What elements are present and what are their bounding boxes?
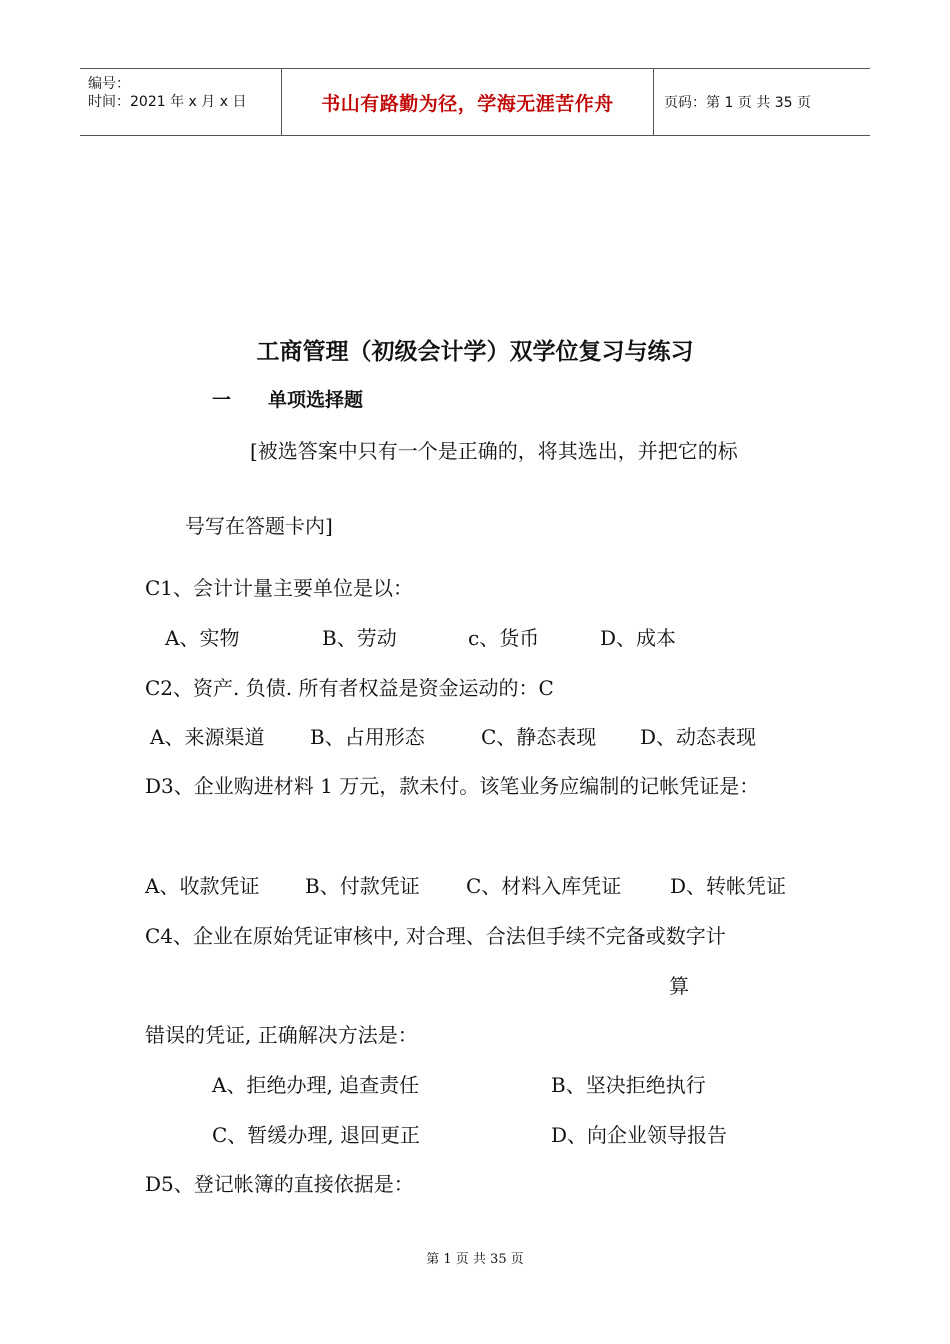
q3-option-b: B、付款凭证 (305, 874, 420, 898)
q3-option-c: C、材料入库凭证 (466, 874, 622, 898)
q2-option-d: D、动态表现 (640, 725, 757, 749)
header-motto: 书山有路勤为径，学海无涯苦作舟 (321, 92, 614, 115)
header-page-cell (654, 69, 870, 135)
header-motto-cell (281, 69, 654, 135)
header-page-label: 页码：第 1 页 共 35 页 (664, 95, 811, 111)
instruction-line-1: [被选答案中只有一个是正确的，将其选出，并把它的标 (250, 439, 738, 463)
question-1: C1、会计计量主要单位是以： (145, 576, 414, 600)
section-number: 一 (212, 389, 232, 411)
date-label: 时间：2021 年 x 月 x 日 (88, 94, 247, 110)
q1-option-d: D、成本 (600, 626, 677, 650)
section-title: 单项选择题 (268, 389, 364, 411)
instruction-line-2: 号写在答题卡内] (185, 514, 333, 538)
q2-option-a: A、来源渠道 (150, 725, 265, 749)
serial-label: 编号： (88, 76, 130, 92)
header-meta-cell (80, 69, 281, 135)
q3-option-d: D、转帐凭证 (670, 874, 787, 898)
q1-option-a: A、实物 (165, 626, 240, 650)
question-4-wrap: 算 (669, 974, 689, 998)
question-4-line-1: C4、企业在原始凭证审核中, 对合理、合法但手续不完备或数字计 (145, 924, 726, 948)
question-3: D3、企业购进材料 1 万元，款未付。该笔业务应编制的记帐凭证是： (145, 774, 760, 798)
document-title: 工商管理（初级会计学）双学位复习与练习 (256, 339, 694, 365)
q2-option-b: B、占用形态 (310, 725, 425, 749)
document-header (80, 68, 870, 136)
question-4-line-2: 错误的凭证, 正确解决方法是： (145, 1023, 418, 1047)
q4-option-c: C、暂缓办理, 退回更正 (212, 1123, 421, 1147)
q1-option-b: B、劳动 (322, 626, 397, 650)
q1-option-c: c、货币 (468, 626, 540, 650)
q4-option-a: A、拒绝办理, 追查责任 (212, 1073, 420, 1097)
q2-option-c: C、静态表现 (481, 725, 597, 749)
question-2: C2、资产. 负债. 所有者权益是资金运动的：C (145, 676, 554, 700)
q4-option-d: D、向企业领导报告 (551, 1123, 728, 1147)
q3-option-a: A、收款凭证 (145, 874, 260, 898)
page-footer: 第 1 页 共 35 页 (426, 1252, 524, 1267)
question-5: D5、登记帐簿的直接依据是： (145, 1172, 414, 1196)
q4-option-b: B、坚决拒绝执行 (551, 1073, 706, 1097)
